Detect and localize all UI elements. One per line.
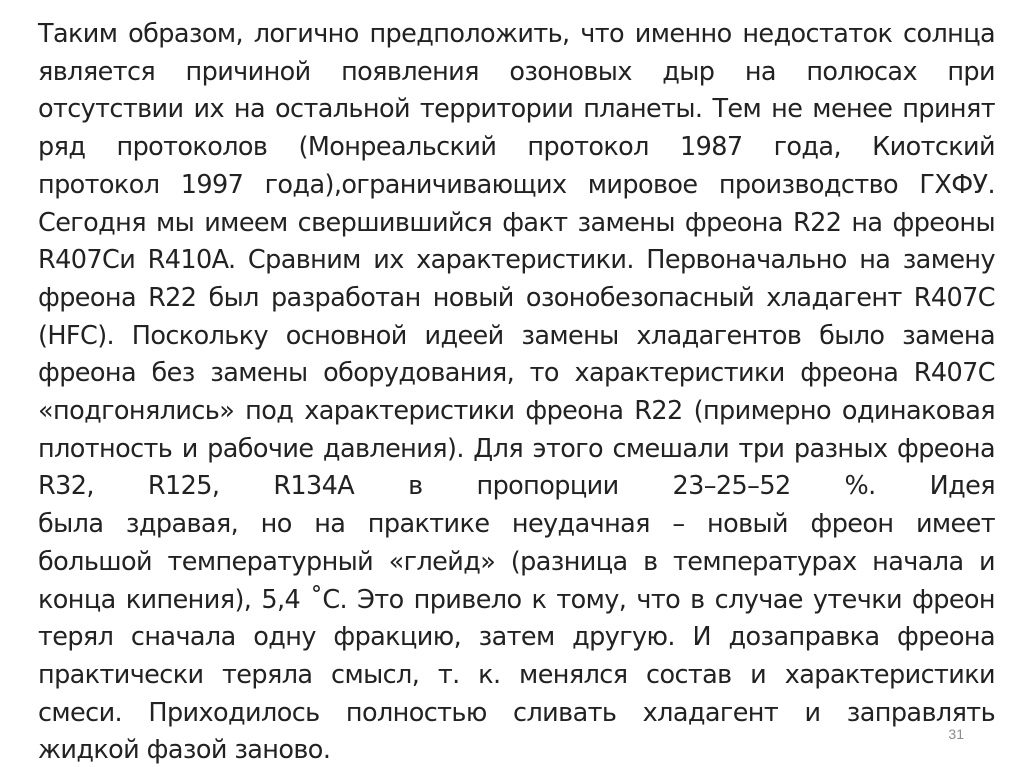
text-line: Сегодня мы имеем свершившийся факт замены фреона R22 на фреоны [38, 207, 995, 238]
text-line: плотность и рабочие давления). Для этого смешали три разных фреона [38, 433, 995, 464]
text-line: (HFC). Поскольку основной идеей замены хладагентов было замена [38, 320, 995, 351]
text-line: R407Cи R410A. Сравним их характеристики. Первоначально на замену [38, 245, 995, 276]
page-number: 31 [948, 726, 964, 742]
text-line: «подгонялись» под характеристики фреона R22 (примерно одинаковая [38, 396, 995, 427]
text-line: смеси. Приходилось полностью сливать хладагент и заправлять [38, 697, 995, 728]
text-line: большой температурный «глейд» (разница в температурах начала и [38, 546, 995, 577]
text-line: протокол 1997 года),ограничивающих мировое производство ГХФУ. [38, 169, 995, 200]
text-line: Таким образом, логично предположить, что именно недостаток солнца [38, 19, 995, 49]
text-line: терял сначала одну фракцию, затем другую. И дозаправка фреона [38, 622, 995, 653]
body-text [38, 16, 995, 767]
text-line: R32, R125, R134A в пропорции 23–25–52 %. Идея [38, 471, 995, 502]
text-line: была здравая, но на практике неудачная – новый фреон имеет [38, 509, 995, 540]
text-line: ряд протоколов (Монреальский протокол 1987 года, Киотский [38, 132, 995, 163]
text-line: является причиной появления озоновых дыр на полюсах при [38, 56, 995, 87]
text-line: фреона без замены оборудования, то характеристики фреона R407C [38, 358, 995, 389]
text-line: практически теряла смысл, т. к. менялся состав и характеристики [38, 659, 995, 690]
text-line: фреона R22 был разработан новый озонобезопасный хладагент R407C [38, 282, 995, 313]
text-line: жидкой фазой заново. [38, 735, 331, 766]
text-line: отсутствии их на остальной территории планеты. Тем не менее принят [38, 94, 995, 125]
text-line: конца кипения), 5,4 ˚С. Это привело к тому, что в случае утечки фреон [38, 584, 995, 615]
